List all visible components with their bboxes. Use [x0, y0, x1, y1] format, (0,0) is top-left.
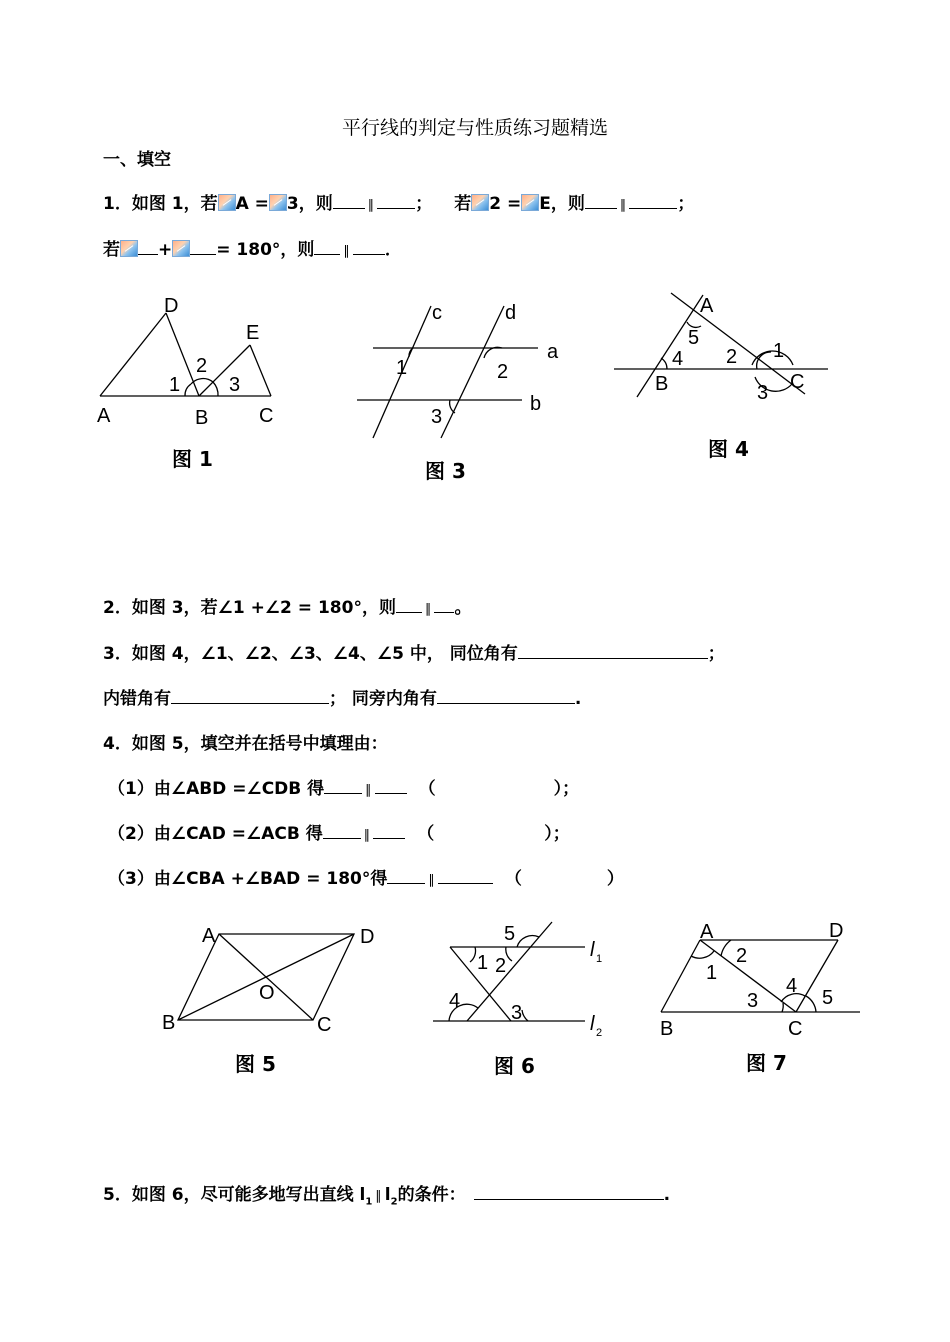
point-label: A — [97, 405, 111, 427]
answer-blank[interactable] — [434, 597, 454, 613]
point-label: D — [360, 926, 375, 948]
question-4-intro: 4．如图 5，填空并在括号中填理由： — [103, 734, 388, 754]
point-label: B — [660, 1018, 674, 1040]
figure-3-labels — [396, 302, 559, 428]
point-label: A — [202, 925, 216, 947]
figure-5-caption: 图 5 — [235, 1052, 276, 1076]
answer-blank[interactable] — [518, 643, 708, 659]
answer-blank[interactable] — [375, 778, 407, 794]
figure-7-labels — [660, 920, 843, 1040]
angle-label: 4 — [672, 348, 684, 370]
point-label: A — [700, 921, 714, 943]
point-label: C — [317, 1014, 332, 1036]
answer-blank[interactable] — [190, 239, 216, 255]
question-3-line-1: 3．如图 4，∠1、∠2、∠3、∠4、∠5 中， 同位角有 ； — [103, 644, 725, 664]
angle-label: 5 — [822, 987, 834, 1009]
figure-7-caption: 图 7 — [746, 1051, 787, 1075]
answer-blank[interactable] — [387, 868, 425, 884]
answer-blank[interactable] — [377, 193, 415, 209]
answer-blank[interactable] — [373, 823, 405, 839]
page-title: 平行线的判定与性质练习题精选 — [341, 117, 608, 139]
line-label: d — [505, 302, 517, 324]
answer-blank[interactable] — [323, 823, 361, 839]
line-label-subscript: 1 — [596, 953, 603, 965]
angle-label: 5 — [504, 923, 516, 945]
point-label: C — [259, 405, 274, 427]
figures-row-2 — [0, 912, 950, 1047]
angle-label: 2 — [736, 945, 748, 967]
point-label: B — [162, 1012, 176, 1034]
answer-blank[interactable] — [314, 239, 340, 255]
answer-blank[interactable] — [437, 688, 575, 704]
angle-label: 4 — [786, 975, 798, 997]
answer-blank[interactable] — [333, 193, 365, 209]
answer-blank[interactable] — [171, 688, 329, 704]
angle-label: 5 — [688, 327, 700, 349]
angle-image-icon — [269, 194, 287, 211]
angle-label: 3 — [229, 374, 241, 396]
answer-blank[interactable] — [474, 1184, 664, 1200]
angle-label: 3 — [757, 382, 769, 404]
point-label: D — [164, 295, 179, 317]
angle-label: 2 — [726, 346, 738, 368]
angle-label: 4 — [449, 990, 461, 1012]
answer-blank[interactable] — [585, 193, 617, 209]
point-label: C — [788, 1018, 803, 1040]
reason-blank[interactable] — [436, 778, 554, 794]
angle-label: 2 — [196, 355, 208, 377]
angle-image-icon — [218, 194, 236, 211]
answer-blank[interactable] — [353, 239, 385, 255]
angle-label: 2 — [495, 955, 507, 977]
question-3-line-2: 内错角有 ； 同旁内角有 . — [103, 689, 582, 709]
point-label: O — [259, 982, 275, 1004]
angle-image-icon — [120, 240, 138, 257]
question-4-part-2: （2）由∠CAD =∠ACB 得 ∥ （ ）； — [108, 824, 570, 844]
figure-6-caption: 图 6 — [494, 1054, 535, 1078]
angle-label: 1 — [477, 952, 489, 974]
figures-row-1 — [0, 285, 950, 505]
reason-blank[interactable] — [434, 823, 544, 839]
figure-3 — [357, 306, 538, 438]
point-label: C — [790, 371, 805, 393]
angle-label: 1 — [396, 357, 408, 379]
angle-label: 3 — [511, 1002, 523, 1024]
point-label: B — [195, 407, 209, 429]
point-label: E — [246, 322, 260, 344]
figure-4-caption: 图 4 — [708, 437, 749, 461]
answer-blank[interactable] — [138, 239, 158, 255]
angle-label: 3 — [747, 990, 759, 1012]
angle-label: 2 — [497, 361, 509, 383]
answer-blank[interactable] — [396, 597, 422, 613]
question-1-line-1: 1．如图 1，若 A = 3，则 ∥ ； 若 2 = E，则 ∥ ； — [103, 194, 695, 214]
angle-image-icon — [521, 194, 539, 211]
angle-label: 3 — [431, 406, 443, 428]
line-label-subscript: 2 — [596, 1027, 603, 1039]
angle-image-icon — [172, 240, 190, 257]
answer-blank[interactable] — [629, 193, 677, 209]
angle-image-icon — [471, 194, 489, 211]
question-4-part-3: （3）由∠CBA +∠BAD = 180°得 ∥ （ ） — [108, 869, 624, 889]
question-4-part-1: （1）由∠ABD =∠CDB 得 ∥ （ ）； — [108, 779, 580, 799]
point-label: A — [700, 295, 714, 317]
figure-4-labels — [655, 295, 804, 404]
question-2: 2．如图 3，若∠1 +∠2 = 180°，则 ∥ 。 — [103, 598, 472, 618]
answer-blank[interactable] — [324, 778, 362, 794]
figure-3-caption: 图 3 — [425, 459, 466, 483]
angle-label: 1 — [706, 962, 718, 984]
line-label: c — [432, 302, 442, 324]
line-label: l — [590, 939, 595, 961]
line-label: a — [547, 341, 559, 363]
question-1-line-2: 若 + = 180°，则 ∥ ． — [103, 240, 402, 260]
question-5: 5．如图 6，尽可能多地写出直线 $l_1$ ∥ $l_2$的条件： . — [103, 1185, 671, 1208]
line-label: b — [530, 393, 542, 415]
line-label: l — [590, 1013, 595, 1035]
angle-label: 1 — [169, 374, 181, 396]
point-label: B — [655, 373, 669, 395]
section-heading: 一、填空 — [103, 150, 171, 170]
point-label: D — [829, 920, 844, 942]
figure-1-caption: 图 1 — [172, 447, 213, 471]
angle-label: 1 — [773, 340, 785, 362]
figure-5-labels — [162, 925, 374, 1036]
reason-blank[interactable] — [522, 868, 607, 884]
answer-blank[interactable] — [438, 868, 493, 884]
